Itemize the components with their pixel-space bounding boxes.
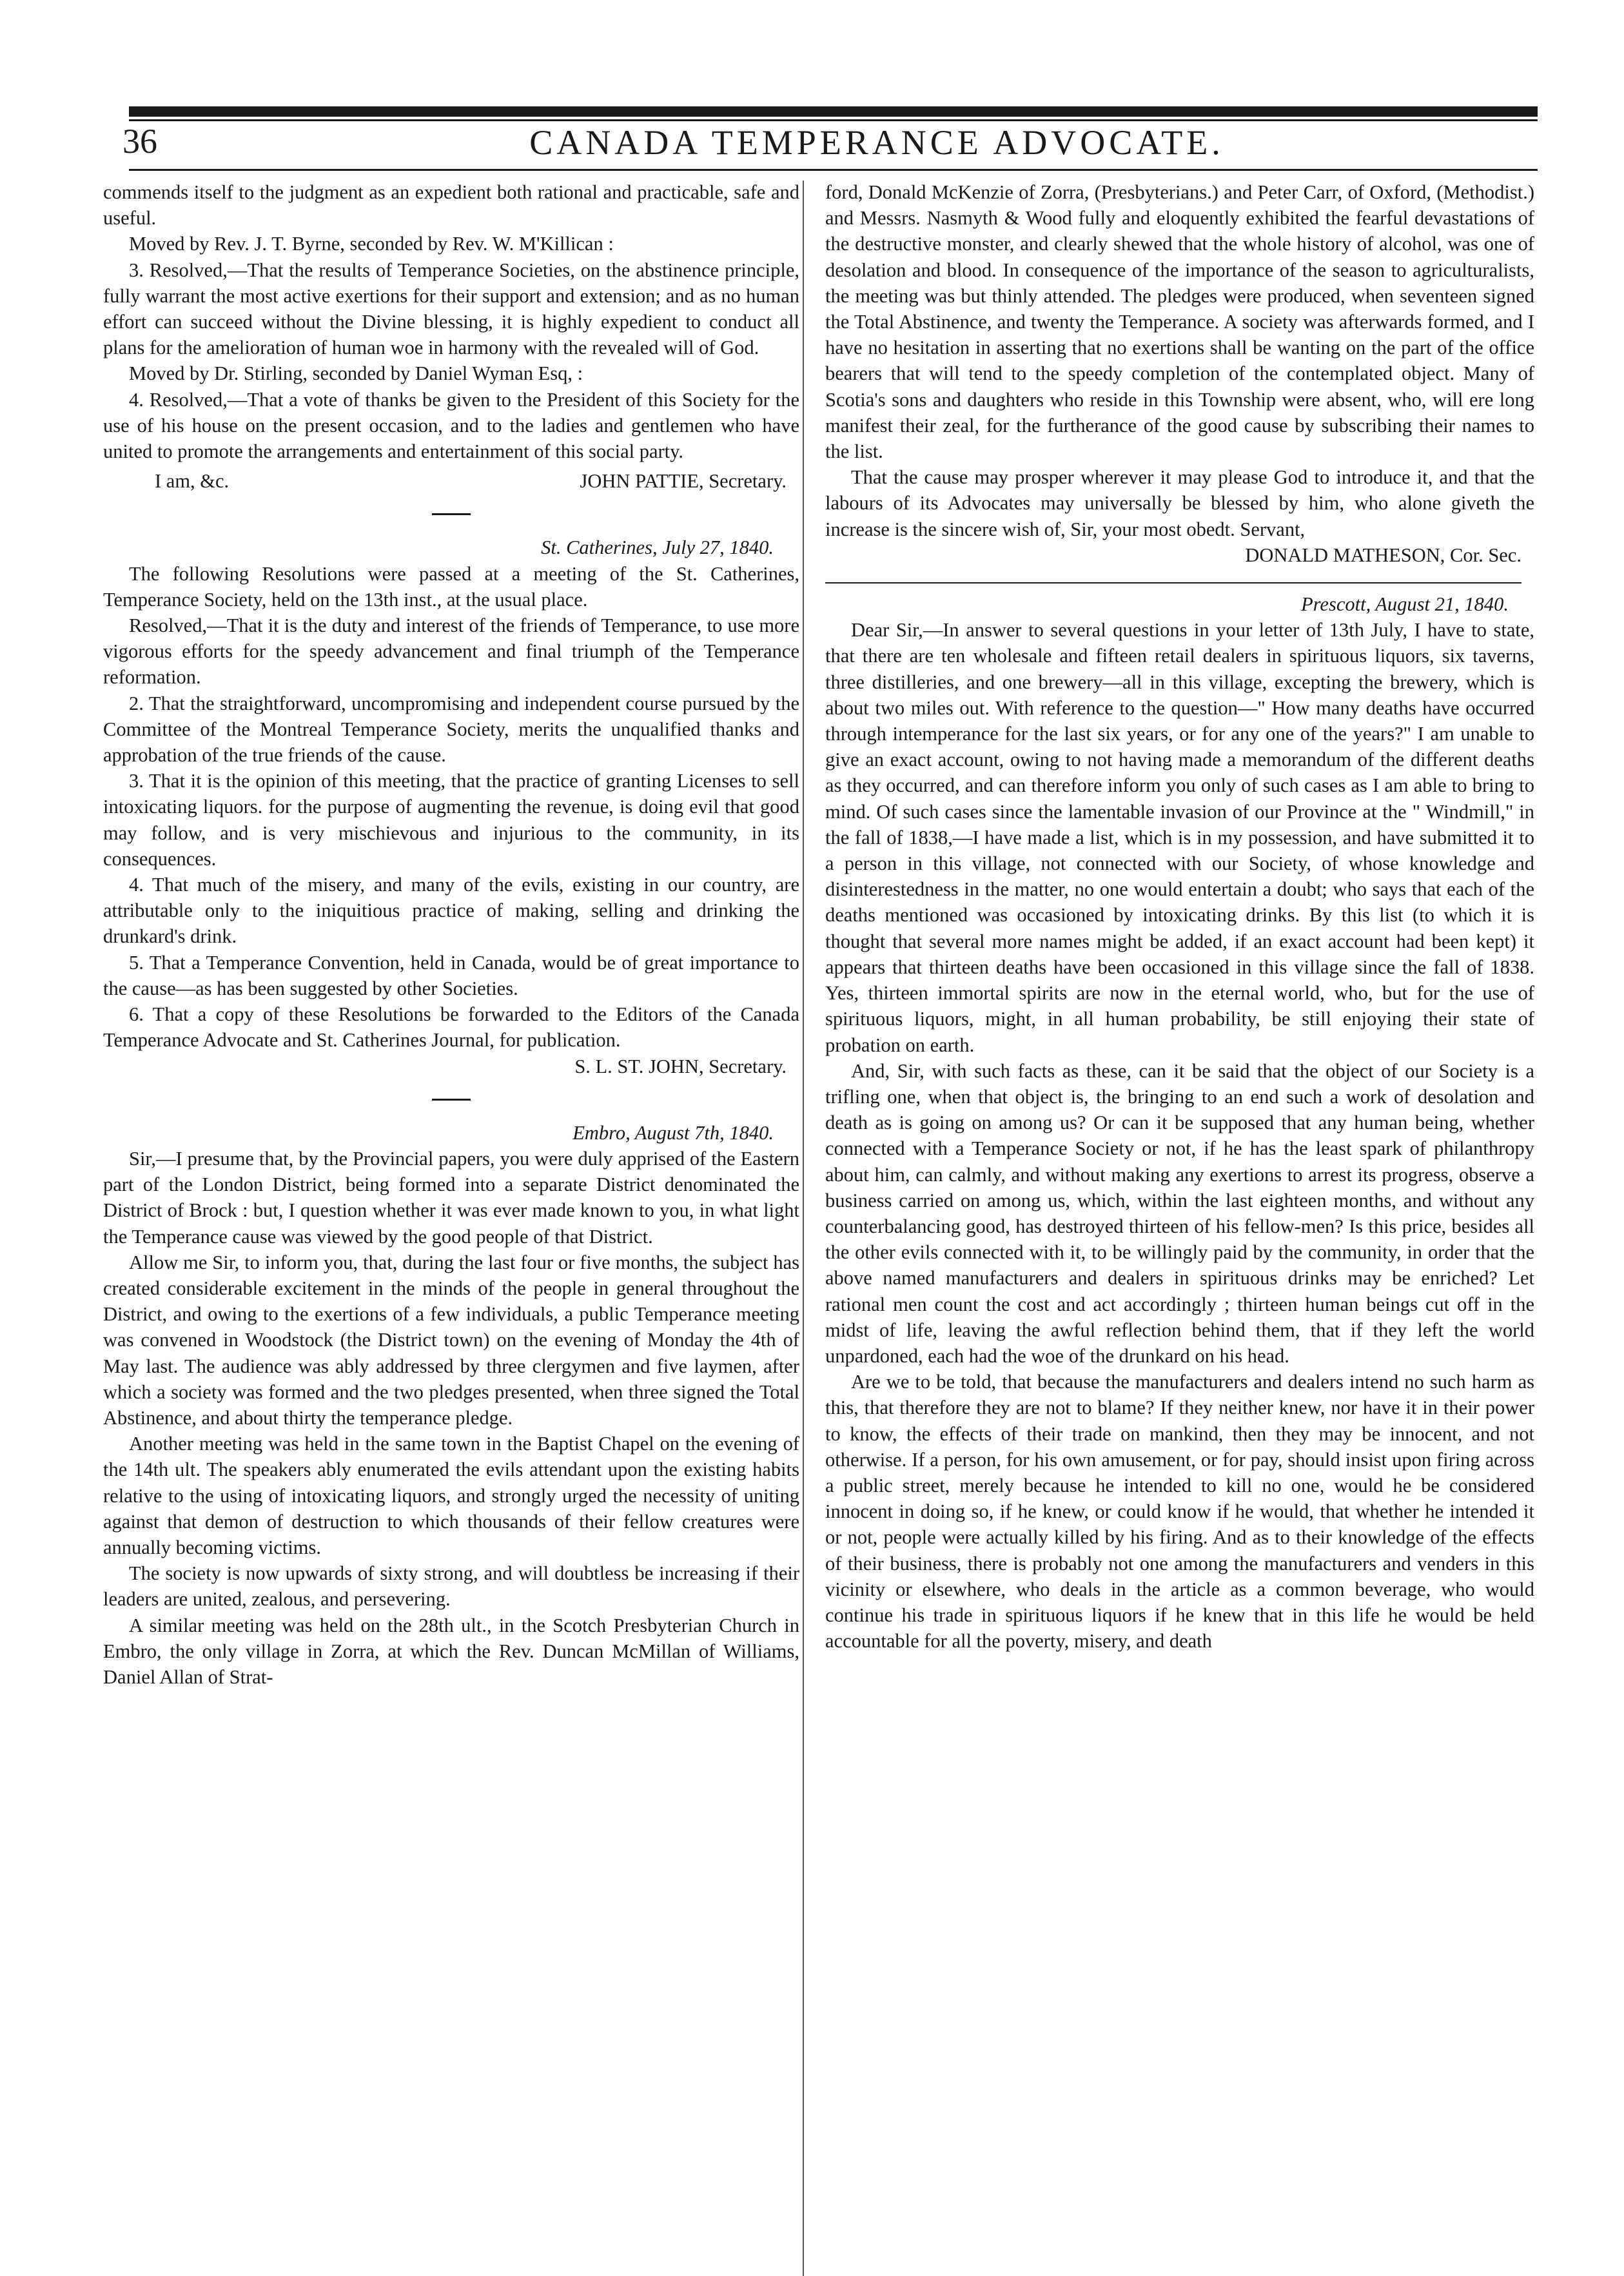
dateline: St. Catherines, July 27, 1840. [541,536,774,559]
top-rule [129,106,1538,117]
signature: S. L. ST. JOHN, Secretary. [574,1055,787,1077]
paragraph: And, Sir, with such facts as these, can it be said that the object of our Society is a trifling one, when that object is, the bringing to an end such a work of desolation and death as is going on among us? Or can it be supposed that any human being, whether connected with a Temperance Society or not, if he has the least spark of philanthropy about him, can calmly, and without making any exertions to arrest its progress, observe a business carried on among us, which, within the last eighteen months, and without any counterbalancing good, has destroyed thirteen of his fellow-men? Is this price, besides all the other evils connected with it, to be willingly paid by the community, in order that the above named manufacturers and dealers in spirituous drinks may be enriched? Let rational men count the cost and act accordingly ; thirteen human beings cut off in the midst of life, leaving the awful reflection behind them, that if they left the world unpardoned, each had the woe of the drunkard on his head. [825,1059,1534,1367]
right-column [825,179,1534,1654]
signature-block [103,468,799,494]
page-title: CANADA TEMPERANCE ADVOCATE. [529,123,1224,162]
paragraph: Sir,—I presume that, by the Provincial papers, you were duly apprised of the Eastern part of the London District, being formed into a separate District denominated the District of Brock : but, I question whether it was ever made known to you, in what light the Temperance cause was viewed by the good people of that District. [103,1147,799,1248]
resolution: 5. That a Temperance Convention, held in Canada, would be of great importance to the cause—as has been suggested by other Societies. [103,951,799,999]
section-rule [825,582,1521,584]
left-column [103,179,799,1690]
resolution: 3. That it is the opinion of this meeting, that the practice of granting Licenses to sell intoxicating liquors. for the purpose of augmenting the revenue, is doing evil that good may follow, and is very mischievous and injurious to the community, in its consequences. [103,770,799,870]
motion-line: Moved by Dr. Stirling, seconded by Daniel Wyman Esq, : [129,362,583,385]
paragraph: That the cause may prosper wherever it may please God to introduce it, and that the labours of its Advocates may universally be blessed by him, who alone giveth the increase is the sincere wish of, Sir, your most obedt. Servant, [825,466,1534,540]
resolution: 4. Resolved,—That a vote of thanks be given to the President of this Society for the use of his house on the present occasion, and to the ladies and gentlemen who have united to promote the arrangements and entertainment of this social party. [103,388,799,463]
dateline: Prescott, August 21, 1840. [1301,593,1509,616]
paragraph: ford, Donald McKenzie of Zorra, (Presbyterians.) and Peter Carr, of Oxford, (Methodist.) and Messrs. Nasmyth & Wood fully and eloquently exhibited the fearful devastations of the destructive monster, and clearly shewed that the whole history of alcohol, was one of desolation and blood. In consequence of the importance of the season to agriculturalists, the meeting was but thinly attended. The pledges were produced, when seventeen signed the Total Abstinence, and twenty the Temperance. A society was afterwards formed, and I have no hesitation in asserting that no exertions shall be wanting on the part of the office bearers that will tend to the speedy completion of the contemplated object. Many of Scotia's sons and daughters who reside in this Township were absent, who, will ere long manifest their zeal, for the furtherance of the good cause by subscribing their names to the list. [825,181,1534,463]
paragraph: Dear Sir,—In answer to several questions in your letter of 13th July, I have to state, that there are ten wholesale and fifteen retail dealers in spirituous liquors, six taverns, three distilleries, and one brewery—all in this village, excepting the brewery, which is about two miles out. With reference to the question—" How many deaths have occurred through intemperance for the last six years, or for any one of the years?" I am unable to give an exact account, owing to not having made a memorandum of the different deaths as they occurred, and can therefore inform you only of such cases as I am able to bring to mind. Of such cases since the lamentable invasion of our Province at the " Windmill," in the fall of 1838,—I have made a list, which is in my possession, and have submitted it to a person in this village, not connected with our Society, of whose knowledge and disinterestedness in the matter, no one would entertain a doubt; who says that each of the deaths mentioned was occasioned by intoxicating drinks. By this list (to which it is thought that several more names might be added, if an exact account had been kept) it appears that thirteen deaths have been occasioned in this village since the fall of 1838. Yes, thirteen immortal spirits are now in the eternal world, who, but for the use of spirituous liquors, might, in all human probability, be still enjoying their state of probation on earth. [825,619,1534,1056]
header-rule [129,169,1538,171]
paragraph: The society is now upwards of sixty strong, and will doubtless be increasing if their leaders are united, zealous, and persevering. [103,1562,799,1611]
resolution: 4. That much of the misery, and many of the evils, existing in our country, are attributable only to the iniquitious practice of making, selling and drinking the drunkard's drink. [103,874,799,948]
paragraph: commends itself to the judgment as an expedient both rational and practicable, safe and useful. [103,181,799,230]
paragraph: A similar meeting was held on the 28th ult., in the Scotch Presbyterian Church in Embro, the only village in Zorra, at which the Rev. Duncan McMillan of Williams, Daniel Allan of Strat- [103,1614,799,1688]
resolution: Resolved,—That it is the duty and interest of the friends of Temperance, to use more vigorous efforts for the speedy advancement and final triumph of the Temperance reformation. [103,614,799,689]
section-rule [432,513,471,515]
paragraph: The following Resolutions were passed at a meeting of the St. Catherines, Temperance Society, held on the 13th inst., at the usual place. [103,562,799,611]
resolution: 2. That the straightforward, uncompromising and independent course pursued by the Committee of the Montreal Temperance Society, merits the unqualified thanks and approbation of the true friends of the cause. [103,692,799,767]
page-number: 36 [122,122,157,161]
section-rule [432,1099,471,1101]
closing: I am, &c. [155,470,230,493]
dateline: Embro, August 7th, 1840. [572,1121,774,1144]
paragraph: Are we to be told, that because the manufacturers and dealers intend no such harm as this, that therefore they are not to blame? If they neither knew, nor have it in their power to know, the effects of their trade on mankind, then they may be innocent, and not otherwise. If a person, for his own amusement, or for pay, should insist upon firing across a public street, merely because he intended to kill no one, would he be considered innocent in doing so, if he knew, or could know if he would, that whether he intended it or not, people were actually killed by his firing. And as to their knowledge of the effects of their business, there is probably not one among the manufacturers and venders in this vicinity or elsewhere, who deals in the article as a common beverage, who would continue his trade in spirituous liquors if he knew that in this life he would be held accountable for all the poverty, misery, and death [825,1371,1534,1653]
resolution: 3. Resolved,—That the results of Temperance Societies, on the abstinence principle, fully warrant the most active exertions for their support and extension; and as no human effort can succeed without the Divine blessing, it is highly expedient to conduct all plans for the amelioration of human woe in harmony with the revealed will of God. [103,259,799,359]
column-divider [803,181,804,2276]
resolution: 6. That a copy of these Resolutions be forwarded to the Editors of the Canada Temperance Advocate and St. Catherines Journal, for publication. [103,1003,799,1052]
paragraph: Another meeting was held in the same town in the Baptist Chapel on the evening of the 14th ult. The speakers ably enumerated the evils attendant upon the existing habits relative to the using of intoxicating liquors, and strongly urged the necessity of uniting against that demon of destruction to which thousands of their fellow creatures were annually becoming victims. [103,1433,799,1558]
motion-line: Moved by Rev. J. T. Byrne, seconded by Rev. W. M'Killican : [129,233,614,255]
signature: JOHN PATTIE, Secretary. [580,470,787,493]
paragraph: Allow me Sir, to inform you, that, during the last four or five months, the subject has created considerable excitement in the minds of the people in general throughout the District, and owing to the exertions of a few individuals, a public Temperance meeting was convened in Woodstock (the District town) on the evening of Monday the 4th of May last. The audience was ably addressed by three clergymen and five laymen, after which a society was formed and the two pledges presented, when three signed the Total Abstinence, and about thirty the temperance pledge. [103,1251,799,1429]
signature: DONALD MATHESON, Cor. Sec. [1245,544,1521,566]
